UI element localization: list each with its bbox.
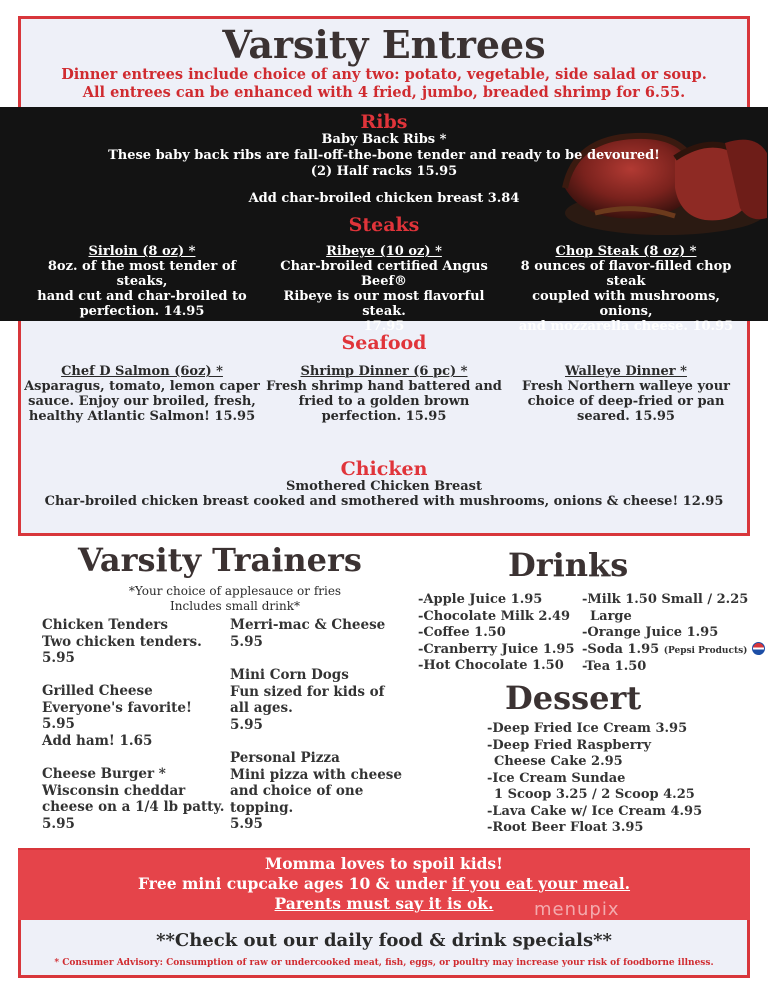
kids-item-corn-dogs bbox=[230, 667, 384, 733]
ribs-price: (2) Half racks 15.95 bbox=[310, 164, 458, 179]
steak-desc: 17.95 bbox=[363, 319, 405, 334]
trainers-title: Varsity Trainers bbox=[78, 541, 362, 579]
trainers-note-1: *Your choice of applesauce or fries bbox=[128, 584, 342, 598]
seafood-name: Shrimp Dinner (6 pc) * bbox=[300, 364, 468, 379]
steak-desc: hand cut and char-broiled to bbox=[37, 289, 247, 304]
kids-item-merri-mac bbox=[230, 617, 385, 650]
seafood-desc: seared. 15.95 bbox=[577, 409, 675, 424]
steak-desc: coupled with mushrooms, onions, bbox=[532, 289, 720, 319]
drink-item-soda bbox=[582, 642, 765, 660]
dessert-item-continued: 1 Scoop 3.25 / 2 Scoop 4.25 bbox=[494, 787, 695, 802]
menupix-watermark: menupix bbox=[534, 899, 620, 920]
trainers-note bbox=[60, 584, 410, 614]
kids-item-price: 5.95 bbox=[230, 716, 263, 733]
chicken-desc: Char-broiled chicken breast cooked and smothered with mushrooms, onions & cheese! 12.95 bbox=[44, 494, 724, 509]
dessert-item: -Root Beer Float 3.95 bbox=[487, 820, 644, 835]
kids-item-name: Grilled Cheese bbox=[42, 683, 153, 699]
drink-item: -Chocolate Milk 2.49 bbox=[418, 608, 571, 624]
seafood-desc: choice of deep-fried or pan bbox=[527, 394, 725, 409]
kids-item-desc: cheese on a 1/4 lb patty. bbox=[42, 799, 225, 815]
drink-note: (Pepsi Products) bbox=[663, 645, 748, 656]
kids-promo-line-1: Momma loves to spoil kids! bbox=[265, 854, 503, 873]
seafood-name: Walleye Dinner * bbox=[565, 364, 687, 379]
intro-line-1: Dinner entrees include choice of any two: potato, vegetable, side salad or soup. bbox=[61, 66, 707, 83]
seafood-item-shrimp bbox=[264, 364, 504, 424]
steak-name: Sirloin (8 oz) * bbox=[88, 244, 196, 259]
drink-item: -Tea 1.50 bbox=[582, 659, 647, 674]
pepsi-logo-icon bbox=[752, 642, 765, 655]
seafood-item-salmon bbox=[22, 364, 262, 424]
seafood-desc: Asparagus, tomato, lemon caper bbox=[24, 379, 260, 394]
dessert-item: -Deep Fried Raspberry bbox=[487, 737, 652, 753]
kids-item-price: 5.95 bbox=[42, 650, 75, 666]
dessert-item: -Deep Fried Ice Cream 3.95 bbox=[487, 721, 688, 736]
dessert-list bbox=[487, 721, 702, 837]
dessert-title: Dessert bbox=[505, 679, 642, 717]
drink-item: -Milk 1.50 Small / 2.25 bbox=[582, 592, 749, 607]
kids-item-name: Mini Corn Dogs bbox=[230, 667, 349, 683]
entrees-title: Varsity Entrees bbox=[222, 22, 546, 67]
kids-item-name: Merri-mac & Cheese bbox=[230, 617, 386, 633]
steak-desc: 8 ounces of flavor-filled chop steak bbox=[520, 259, 732, 289]
kids-item-price: 5.95 bbox=[230, 633, 263, 650]
drink-item: -Cranberry Juice 1.95 bbox=[418, 641, 575, 657]
kids-item-desc: all ages. bbox=[230, 700, 293, 716]
kids-item-chicken-tenders bbox=[42, 617, 202, 667]
daily-specials: **Check out our daily food & drink specials** bbox=[156, 930, 612, 951]
seafood-desc: sauce. Enjoy our broiled, fresh, bbox=[28, 394, 256, 409]
kids-item-desc: Everyone's favorite! bbox=[42, 699, 192, 716]
steak-name: Chop Steak (8 oz) * bbox=[555, 244, 697, 259]
drinks-right-list bbox=[582, 592, 765, 676]
kids-item-desc: Wisconsin cheddar bbox=[42, 782, 186, 799]
steak-item-chop bbox=[506, 244, 746, 334]
drink-item: -Orange Juice 1.95 bbox=[582, 625, 719, 640]
kids-item-pizza bbox=[230, 750, 402, 833]
kids-item-desc: topping. bbox=[230, 799, 294, 816]
seafood-desc: healthy Atlantic Salmon! 15.95 bbox=[28, 409, 256, 424]
dessert-item-continued: Cheese Cake 2.95 bbox=[494, 754, 623, 769]
ribs-addon: Add char-broiled chicken breast 3.84 bbox=[248, 191, 520, 206]
seafood-heading: Seafood bbox=[341, 332, 427, 354]
kids-promo-line-3: Parents must say it is ok. bbox=[274, 894, 494, 913]
chicken-heading: Chicken bbox=[340, 458, 428, 480]
kids-item-desc: Fun sized for kids of bbox=[230, 683, 385, 700]
ribs-name: Baby Back Ribs * bbox=[321, 132, 447, 147]
ribs-item bbox=[80, 132, 688, 180]
kids-item-name: Chicken Tenders bbox=[42, 617, 169, 633]
steak-desc: perfection. 14.95 bbox=[79, 304, 205, 319]
dessert-item: -Lava Cake w/ Ice Cream 4.95 bbox=[487, 803, 703, 819]
seafood-desc: Fresh shrimp hand battered and bbox=[266, 379, 502, 394]
kids-item-price: 5.95 bbox=[42, 716, 75, 732]
drink-item-continued: Large bbox=[590, 608, 632, 624]
steaks-heading: Steaks bbox=[348, 214, 420, 236]
kids-item-name: Personal Pizza bbox=[230, 750, 340, 766]
entrees-intro bbox=[0, 66, 768, 102]
dessert-item: -Ice Cream Sundae bbox=[487, 770, 626, 786]
kids-promo-underlined: if you eat your meal. bbox=[451, 874, 631, 893]
steak-name: Ribeye (10 oz) * bbox=[326, 244, 442, 259]
kids-item-cheese-burger bbox=[42, 766, 224, 832]
drink-item: -Hot Chocolate 1.50 bbox=[418, 658, 564, 673]
chicken-name: Smothered Chicken Breast bbox=[285, 479, 483, 494]
steak-item-sirloin bbox=[22, 244, 262, 319]
kids-item-grilled-cheese bbox=[42, 683, 192, 749]
kids-item-name: Cheese Burger * bbox=[42, 766, 166, 782]
trainers-note-2: Includes small drink* bbox=[170, 599, 300, 613]
seafood-name: Chef D Salmon (6oz) * bbox=[61, 364, 223, 379]
steak-item-ribeye bbox=[264, 244, 504, 334]
drink-item: -Apple Juice 1.95 bbox=[418, 592, 543, 607]
consumer-advisory: * Consumer Advisory: Consumption of raw or undercooked meat, fish, eggs, or poultry may increase your risk of foodborne illness. bbox=[54, 958, 714, 968]
kids-item-price: 5.95 bbox=[230, 816, 263, 832]
steak-desc: Char-broiled certified Angus Beef® bbox=[280, 259, 488, 289]
drinks-title: Drinks bbox=[508, 546, 629, 584]
drink-item: -Coffee 1.50 bbox=[418, 625, 506, 640]
steak-desc: Ribeye is our most flavorful steak. bbox=[283, 289, 485, 319]
kids-item-desc: and choice of one bbox=[230, 783, 364, 799]
seafood-desc: perfection. 15.95 bbox=[321, 409, 447, 424]
seafood-item-walleye bbox=[506, 364, 746, 424]
steak-desc: and mozzarella cheese. 10.95 bbox=[518, 319, 734, 334]
seafood-desc: fried to a golden brown bbox=[298, 394, 470, 409]
kids-item-price: 5.95 bbox=[42, 815, 75, 832]
kids-item-desc: Two chicken tenders. bbox=[42, 633, 202, 650]
intro-line-2: All entrees can be enhanced with 4 fried, jumbo, breaded shrimp for 6.55. bbox=[82, 84, 686, 101]
ribs-desc: These baby back ribs are fall-off-the-bone tender and ready to be devoured! bbox=[108, 148, 660, 163]
drinks-left-list bbox=[418, 592, 575, 675]
kids-promo-text bbox=[18, 854, 750, 914]
chicken-item bbox=[30, 479, 738, 509]
kids-promo-line-2 bbox=[18, 874, 750, 894]
seafood-desc: Fresh Northern walleye your bbox=[521, 379, 730, 394]
kids-item-desc: Mini pizza with cheese bbox=[230, 766, 402, 783]
ribs-heading: Ribs bbox=[360, 111, 408, 133]
drink-item: -Soda 1.95 bbox=[582, 641, 660, 657]
kids-promo-text-part: Free mini cupcake ages 10 & under bbox=[137, 874, 452, 893]
steak-desc: 8oz. of the most tender of steaks, bbox=[47, 259, 237, 289]
kids-item-addon: Add ham! 1.65 bbox=[42, 732, 153, 749]
